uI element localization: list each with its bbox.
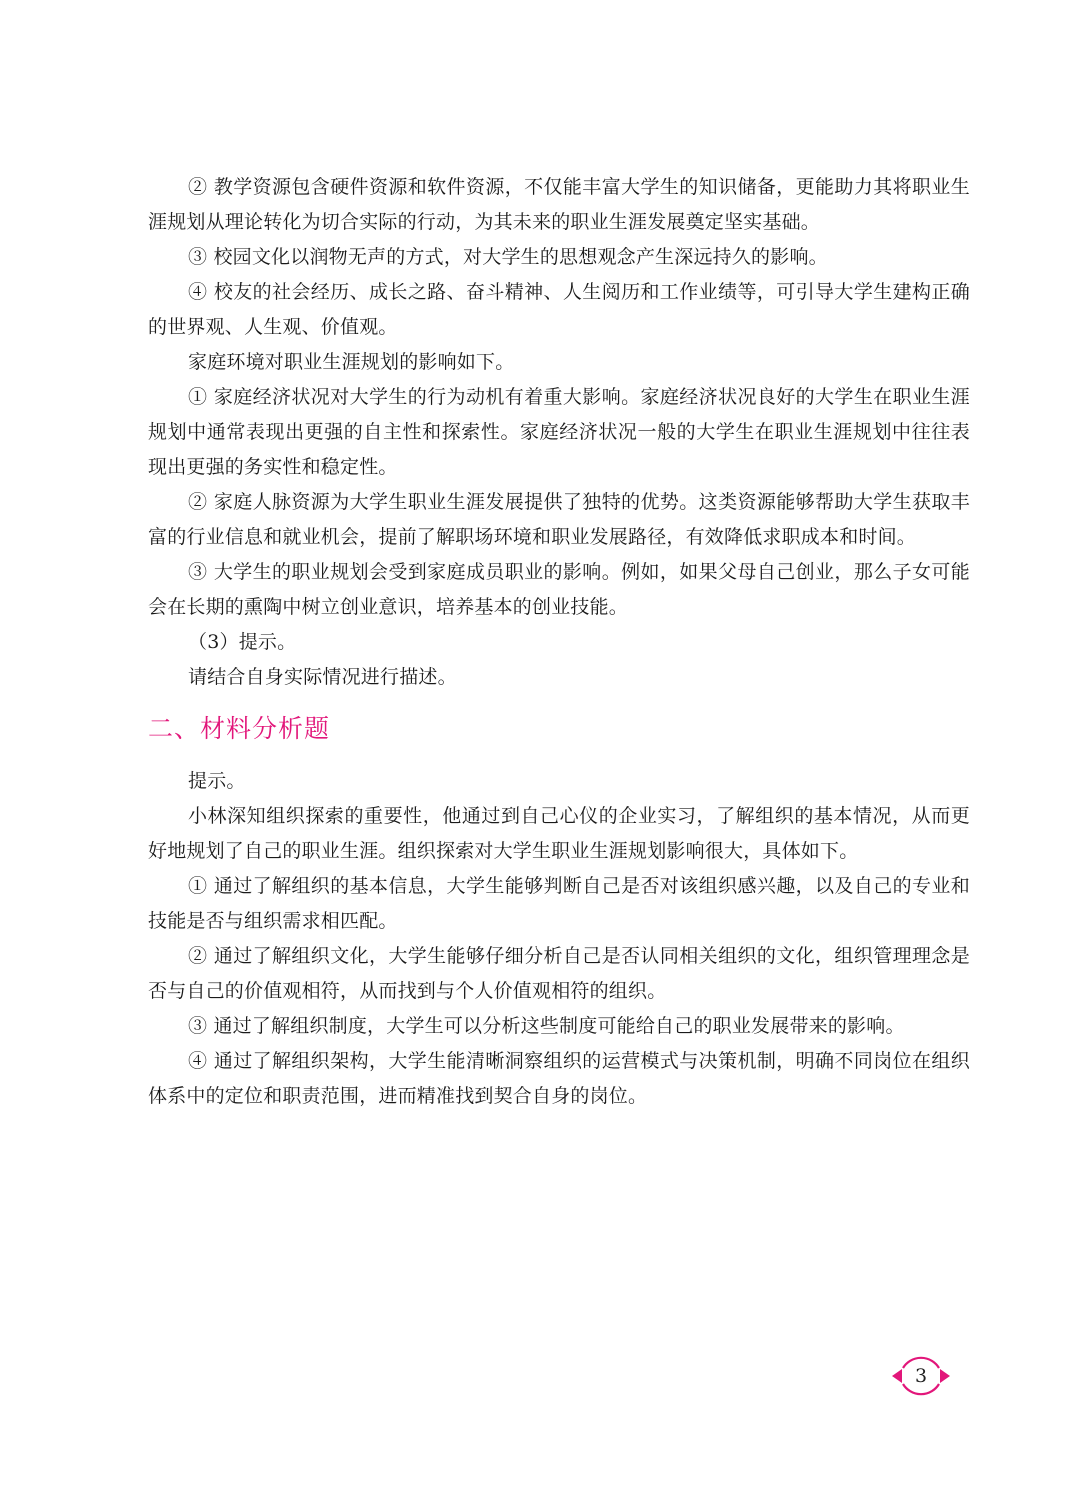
paragraph: 小林深知组织探索的重要性，他通过到自己心仪的企业实习，了解组织的基本情况，从而更好地规划了自己的职业生涯。组织探索对大学生职业生涯规划影响很大，具体如下。 [148,805,970,862]
paragraph: ① 通过了解组织的基本信息，大学生能够判断自己是否对该组织感兴趣，以及自己的专业和技能是否与组织需求相匹配。 [148,875,970,932]
paragraph: ② 教学资源包含硬件资源和软件资源，不仅能丰富大学生的知识储备，更能助力其将职业生涯规划从理论转化为切合实际的行动，为其未来的职业生涯发展奠定坚实基础。 [148,176,970,233]
page-number: 3 [914,1365,928,1387]
paragraph: ① 家庭经济状况对大学生的行为动机有着重大影响。家庭经济状况良好的大学生在职业生涯规划中通常表现出更强的自主性和探索性。家庭经济状况一般的大学生在职业生涯规划中往往表现出更强的务实性和稳定性。 [148,386,970,478]
paragraph: （3）提示。 [188,631,297,653]
paragraph: 提示。 [188,770,246,792]
paragraph: ② 家庭人脉资源为大学生职业生涯发展提供了独特的优势。这类资源能够帮助大学生获取丰富的行业信息和就业机会，提前了解职场环境和职业发展路径，有效降低求职成本和时间。 [148,491,970,548]
paragraph: 请结合自身实际情况进行描述。 [188,666,457,688]
page-number-badge [888,1354,954,1398]
paragraph: ③ 通过了解组织制度，大学生可以分析这些制度可能给自己的职业发展带来的影响。 [188,1015,905,1037]
paragraph: ④ 校友的社会经历、成长之路、奋斗精神、人生阅历和工作业绩等，可引导大学生建构正确的世界观、人生观、价值观。 [148,281,970,338]
paragraph: ③ 大学生的职业规划会受到家庭成员职业的影响。例如，如果父母自己创业，那么子女可能会在长期的熏陶中树立创业意识，培养基本的创业技能。 [148,561,970,618]
paragraph: ④ 通过了解组织架构，大学生能清晰洞察组织的运营模式与决策机制，明确不同岗位在组织体系中的定位和职责范围，进而精准找到契合自身的岗位。 [148,1050,970,1107]
page-body [148,170,970,1114]
section-heading: 二、材料分析题 [148,714,331,743]
paragraph: ③ 校园文化以润物无声的方式，对大学生的思想观念产生深远持久的影响。 [188,246,828,268]
paragraph: 家庭环境对职业生涯规划的影响如下。 [188,351,515,373]
paragraph: ② 通过了解组织文化，大学生能够仔细分析自己是否认同相关组织的文化，组织管理理念是否与自己的价值观相符，从而找到与个人价值观相符的组织。 [148,945,970,1002]
